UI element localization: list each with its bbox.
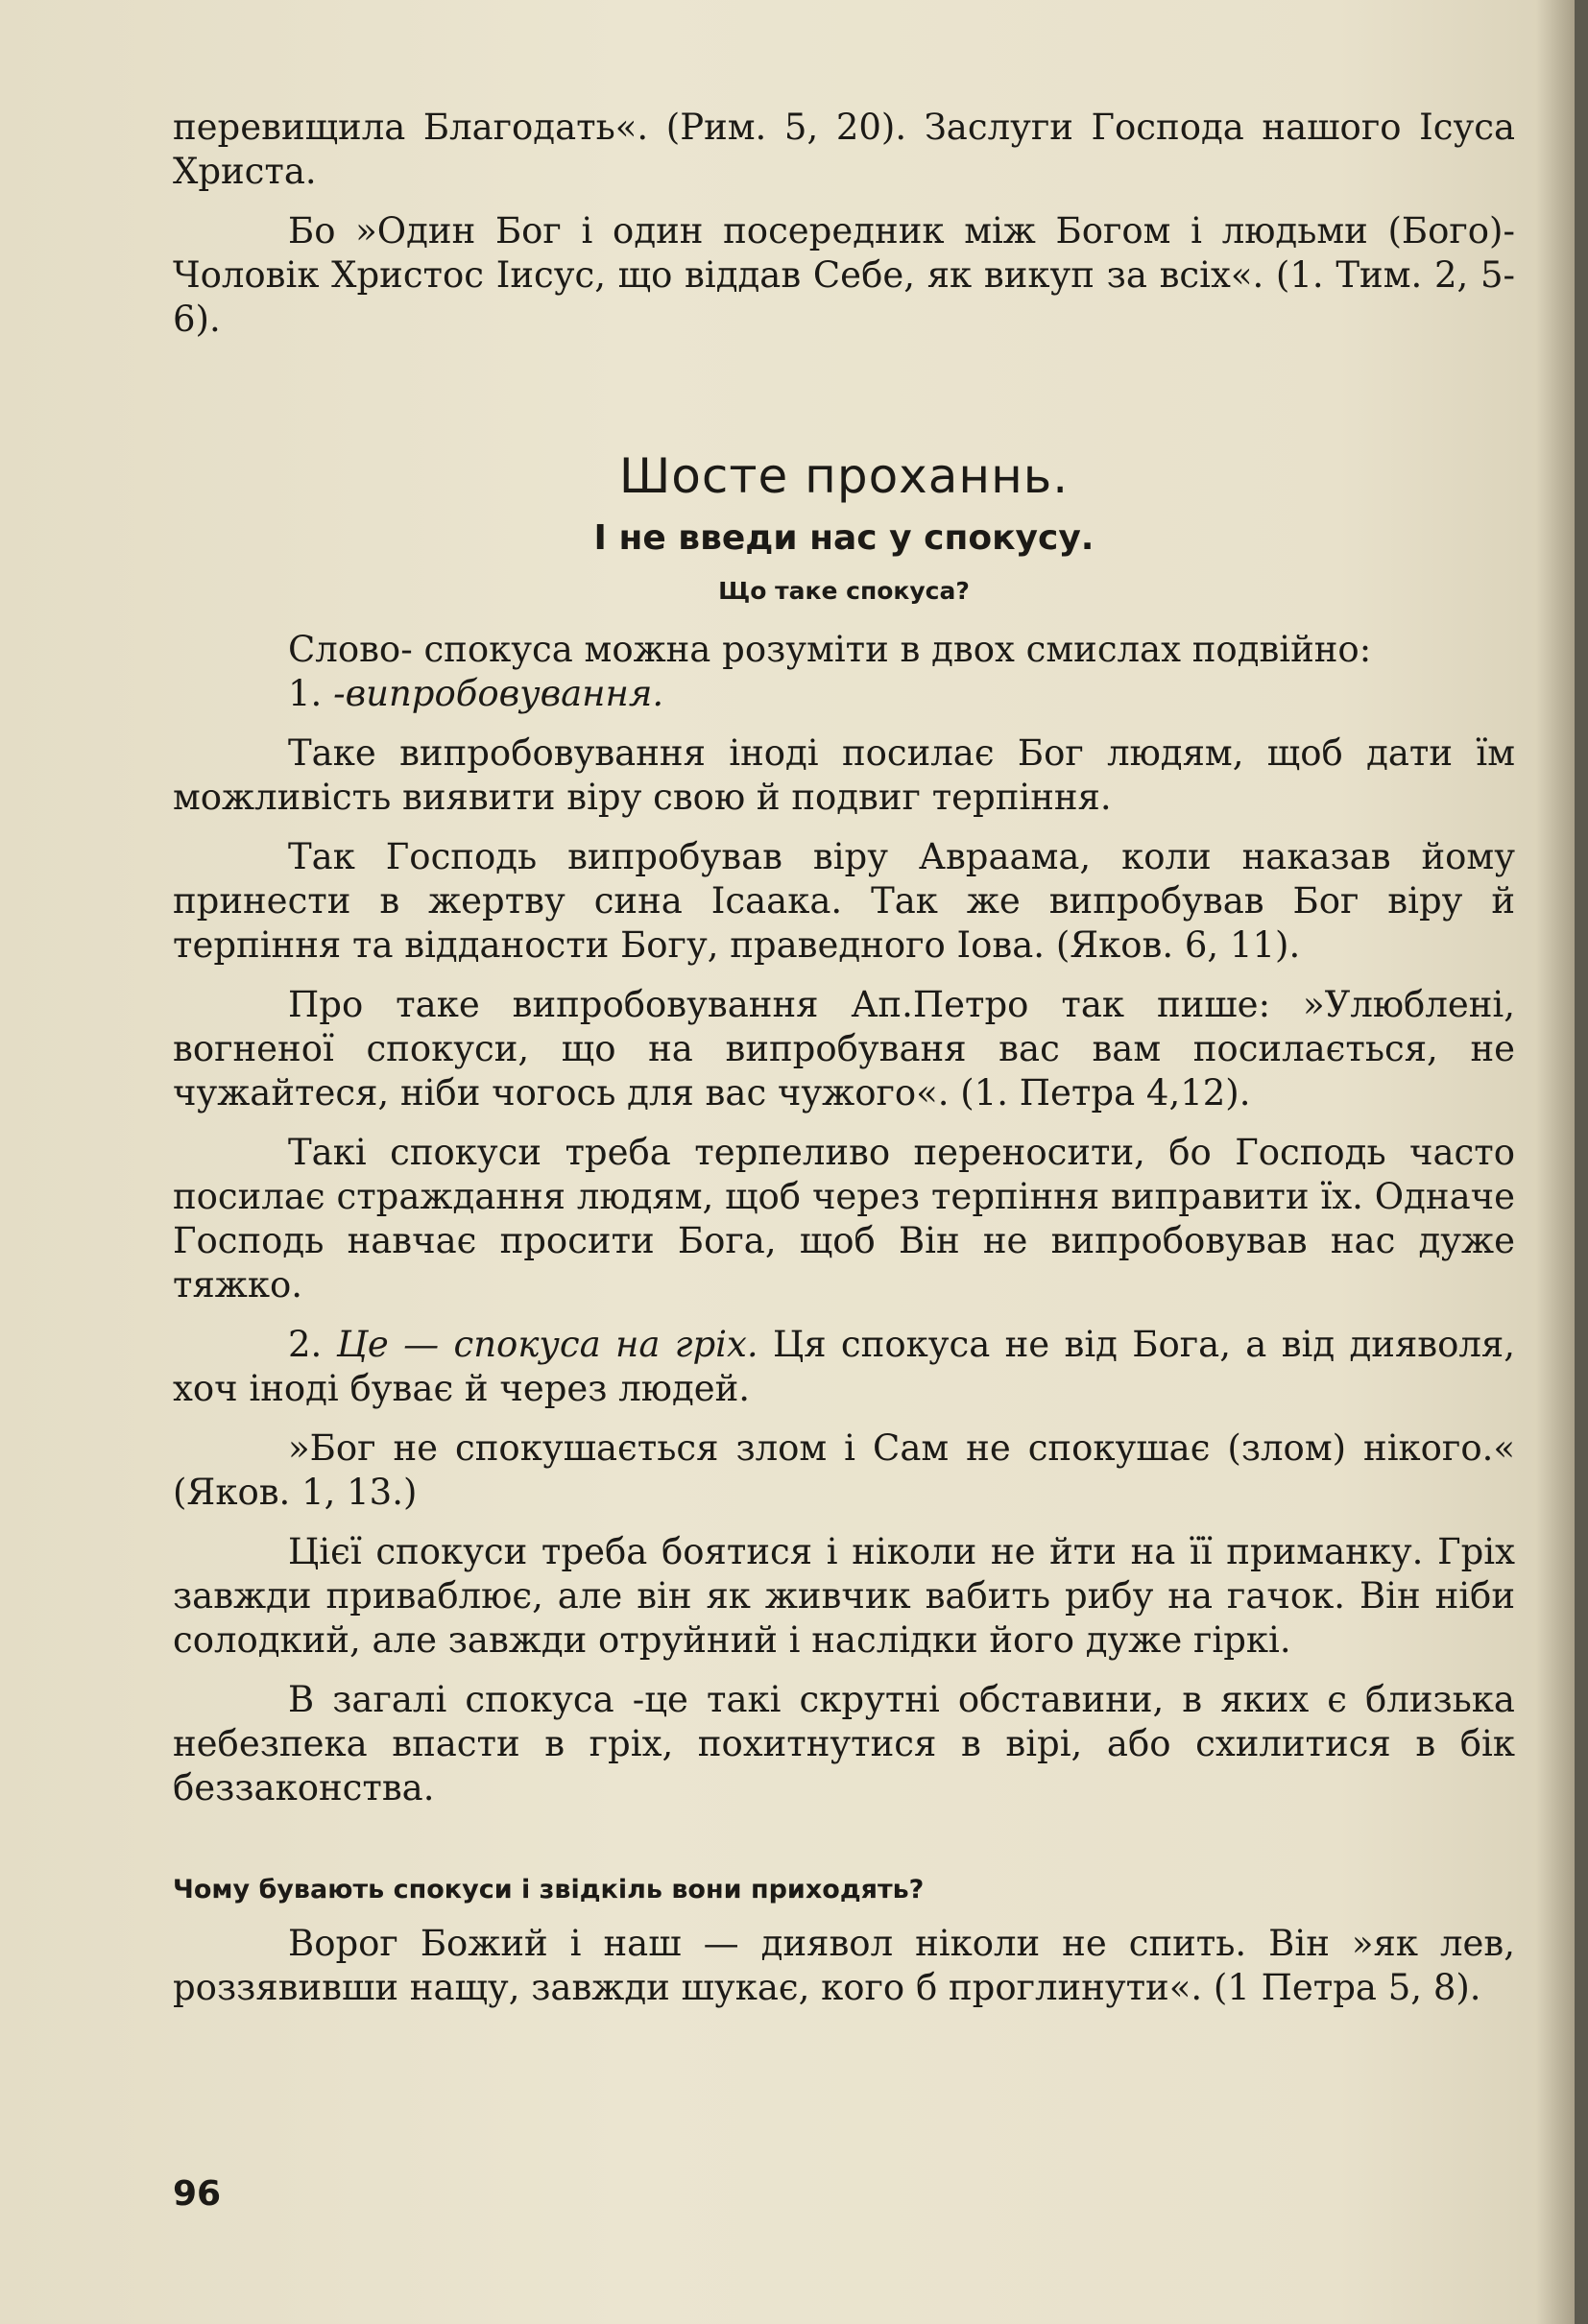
paragraph-after-1: »Бог не спокушається злом і Сам не спокушає (злом) нікого.« (Яков. 1, 13.) <box>173 1427 1515 1513</box>
paragraph-intro: Слово- спокуса можна розуміти в двох смислах подвійно: <box>288 629 1372 670</box>
paragraph-body-4: Такі спокуси треба терпеливо переносити, бо Господь часто посилає страждання людям, щоб через терпіння виправити їх. Одначе Господь навчає просити Бога, щоб Він не випробовував нас дуже тяжко. <box>173 1132 1515 1306</box>
list-item-2-italic: Це — спокуса на гріх. <box>336 1324 758 1365</box>
list-item-1-text: -випробовування. <box>333 673 664 714</box>
paragraph-final: Ворог Божий і наш — диявол ніколи не спить. Він »як лев, роззявивши нащу, завжди шукає, кого б проглинути«. (1 Петра 5, 8). <box>173 1923 1515 2008</box>
paragraph-after-3: В загалі спокуса -це такі скрутні обставини, в яких є близька небезпека впасти в гріх, похитнутися в вірі, або схилитися в бік беззаконства. <box>173 1679 1515 1809</box>
paragraph-continuation: перевищила Благодать«. (Рим. 5, 20). Заслуги Господа нашого Ісуса Христа. <box>173 107 1515 192</box>
paragraph-mediator: Бо »Один Бог і один посередник між Богом і людьми (Бого)-Чоловік Христос Іисус, що віддав Себе, як викуп за всіх«. (1. Тим. 2, 5-6). <box>173 210 1515 340</box>
section-title: Шосте проханнь. <box>618 448 1070 504</box>
section-subtitle: І не введи нас у спокусу. <box>593 518 1095 558</box>
paragraph-body-3: Про таке випробовування Ап.Петро так пише: »Улюблені, вогненої спокуси, що на випробуваня вас вам посилається, не чужайтеся, ніби чогось для вас чужого«. (1. Петра 4,12). <box>173 984 1515 1114</box>
page-edge-shadow <box>1536 0 1575 2324</box>
side-heading: Чому бувають спокуси і звідкіль вони приходять? <box>173 1875 925 1905</box>
page-number: 96 <box>173 2174 222 2214</box>
list-item-1-number: 1. <box>288 673 323 714</box>
list-item-2-number: 2. <box>288 1324 323 1365</box>
paragraph-body-2: Так Господь випробував віру Авраама, коли наказав йому принести в жертву сина Ісаака. Так же випробував Бог віру й терпіння та відданости Богу, праведного Іова. (Яков. 6, 11). <box>173 836 1515 966</box>
page-content <box>173 106 1515 2025</box>
list-item-1 <box>173 672 1515 716</box>
question-heading: Що таке спокуса? <box>718 577 970 605</box>
paragraph-after-2: Цієї спокуси треба боятися і ніколи не йти на її приманку. Гріх завжди приваблює, але він як живчик вабить рибу на гачок. Він ніби солодкий, але завжди отруйний і наслідки його дуже гіркі. <box>173 1531 1515 1661</box>
list-item-2 <box>173 1323 1515 1411</box>
list-item-2-text: Ця спокуса не від Бога, а від дияволя, хоч іноді буває й через людей. <box>173 1324 1515 1409</box>
paragraph-body-1: Таке випробовування іноді посилає Бог людям, щоб дати їм можливість виявити віру свою й подвиг терпіння. <box>173 732 1515 818</box>
